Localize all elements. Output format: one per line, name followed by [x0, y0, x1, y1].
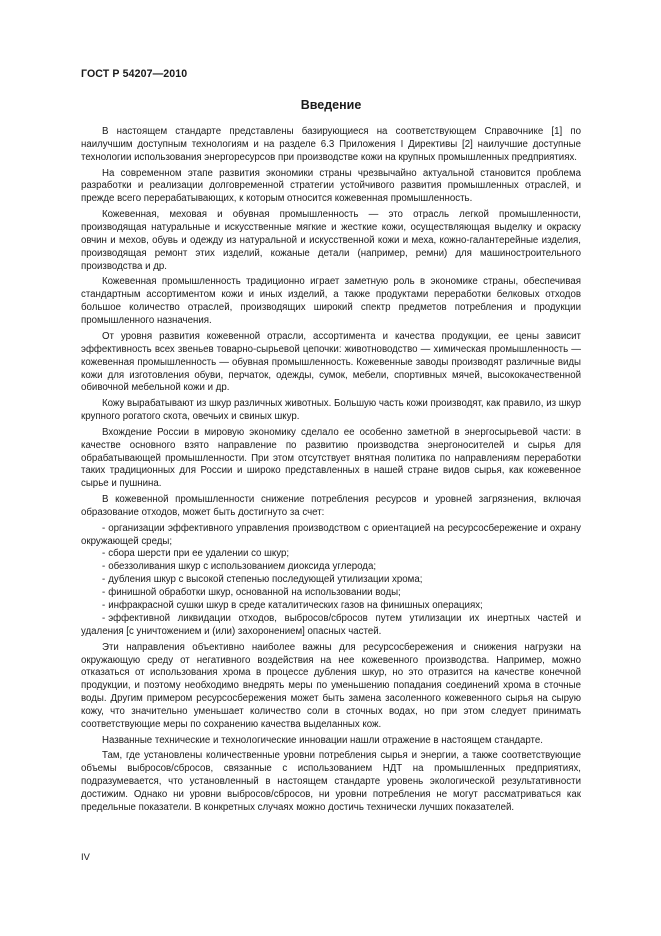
- paragraph: Кожевенная, меховая и обувная промышленность — это отрасль легкой промышленности, производящая натуральные и искусственные мягкие и жесткие кожи, осуществляющая выделку и окраску овчин и мехов, обувь и одежду из натуральной и искусственной кожи и меха, кожно-галантерейные изделия, производящая ремонт этих изделий, кожаные детали (например, ремни) для машиностроительного производства и др.: [81, 209, 581, 272]
- list-marker: -: [102, 548, 106, 560]
- list-item: [81, 523, 581, 549]
- list-marker: -: [102, 574, 106, 586]
- list-item: [81, 587, 581, 600]
- section-title: Введение: [300, 98, 362, 112]
- list-item: [81, 600, 581, 613]
- paragraph: Вхождение России в мировую экономику сделало ее особенно заметной в энергосырьевой части: в качестве основного взято направление по развитию производства энергоносителей и сырья для обрабатывающей промышленности. При этом отсутствует внятная политика по направлениям переработки таких традиционных для России и широко представленных в нашей стране видов сырья, как кожевенное сырье и пушнина.: [81, 426, 581, 490]
- list-marker: -: [102, 522, 106, 534]
- paragraph: От уровня развития кожевенной отрасли, ассортимента и качества продукции, ее цены зависит эффективность всех звеньев товарно-сырьевой цепочки: животноводство — химическая промышленность — кожевенная промышленность — обувная промышленность. Кожевенные заводы производят различные виды кожи для изготовления обуви, перчаток, одежды, сумок, мебели, спортивных мячей, высококачественной обивочной мебельной кожи и др.: [81, 330, 581, 394]
- body-text: [81, 126, 581, 815]
- list-item-text: обеззоливания шкур с использованием диоксида углерода;: [108, 561, 377, 573]
- list-marker: -: [102, 600, 106, 612]
- list-item: [81, 574, 581, 587]
- paragraph: Названные технические и технологические инновации нашли отражение в настоящем стандарте.: [102, 734, 543, 746]
- list-item: [81, 613, 581, 639]
- list-item-text: организации эффективного управления производством с ориентацией на ресурсосбережение и охрану окружающей среды;: [81, 522, 581, 547]
- paragraph: На современном этапе развития экономики страны чрезвычайно актуальной становится проблема разработки и реализации долговременной стратегии устойчивого развития промышленных отраслей, и прежде всего перерабатывающих, к которым относится кожевенная промышленность.: [81, 167, 581, 205]
- paragraph: Кожевенная промышленность традиционно играет заметную роль в экономике страны, обеспечивая стандартным ассортиментом кожи и иных изделий, а также продуктами переработки белковых отходов большое количество отраслей, производящих широкий спектр предметов потребления и продукции промышленного назначения.: [81, 276, 581, 327]
- page-number: IV: [81, 851, 90, 862]
- paragraph: В кожевенной промышленности снижение потребления ресурсов и уровней загрязнения, включая образование отходов, может быть достигнуто за счет:: [81, 494, 581, 518]
- list-item-text: дубления шкур с высокой степенью последующей утилизации хрома;: [108, 574, 423, 586]
- list-item: [81, 561, 581, 574]
- list-item-text: финишной обработки шкур, основанной на использовании воды;: [108, 587, 401, 599]
- standard-code: ГОСТ Р 54207—2010: [81, 68, 188, 80]
- list-item: [81, 548, 581, 561]
- paragraph: Там, где установлены количественные уровни потребления сырья и энергии, а также соответствующие объемы выбросов/сбросов, связанные с использованием НДТ на промышленных предприятиях, подразумевается, что установленный в настоящем стандарте уровень экологической результативности достижим. Однако ни уровни выбросов/сбросов, ни уровни потребления не могут рассматриваться как предельные показатели. В конкретных случаях можно достичь технически лучших показателей.: [81, 750, 581, 814]
- paragraph: В настоящем стандарте представлены базирующиеся на соответствующем Справочнике [1] по наилучшим доступным технологиям и на разделе 6.3 Приложения I Директивы [2] наилучшие доступные технологии использования энергоресурсов при производстве кожи на крупных промышленных предприятиях.: [81, 126, 581, 163]
- measures-list: [81, 523, 581, 639]
- list-item-text: сбора шерсти при ее удалении со шкур;: [108, 548, 290, 560]
- list-item-text: инфракрасной сушки шкур в среде каталитических газов на финишных операциях;: [108, 600, 483, 612]
- list-marker: -: [102, 613, 106, 624]
- list-item-text: эффективной ликвидации отходов, выбросов/сбросов путем утилизации их инертных частей и удаления [с уничтожением и (или) захоронением] опасных частей.: [81, 613, 581, 637]
- list-marker: -: [102, 561, 106, 573]
- paragraph: Эти направления объективно наиболее важны для ресурсосбережения и снижения нагрузки на окружающую среду от негативного воздействия на нее кожевенного производства. Например, можно отказаться от использования хрома в процессе дубления шкур, но это отразится на качестве конечной продукции, и поэтому необходимо внедрять меры по уменьшению попадания соединений хрома в сточные воды. Другим примером ресурсосбережения может быть замена засоленного кожевенного сырья на сырую кожу, что значительно уменьшает количество соли в сточных водах, но при этом следует принимать соответствующие меры по сохранению качества выделанных кож.: [81, 641, 581, 731]
- paragraph: Кожу вырабатывают из шкур различных животных. Большую часть кожи производят, как правило, из шкур крупного рогатого скота, овечьих и свиных шкур.: [81, 398, 581, 423]
- list-marker: -: [102, 587, 106, 599]
